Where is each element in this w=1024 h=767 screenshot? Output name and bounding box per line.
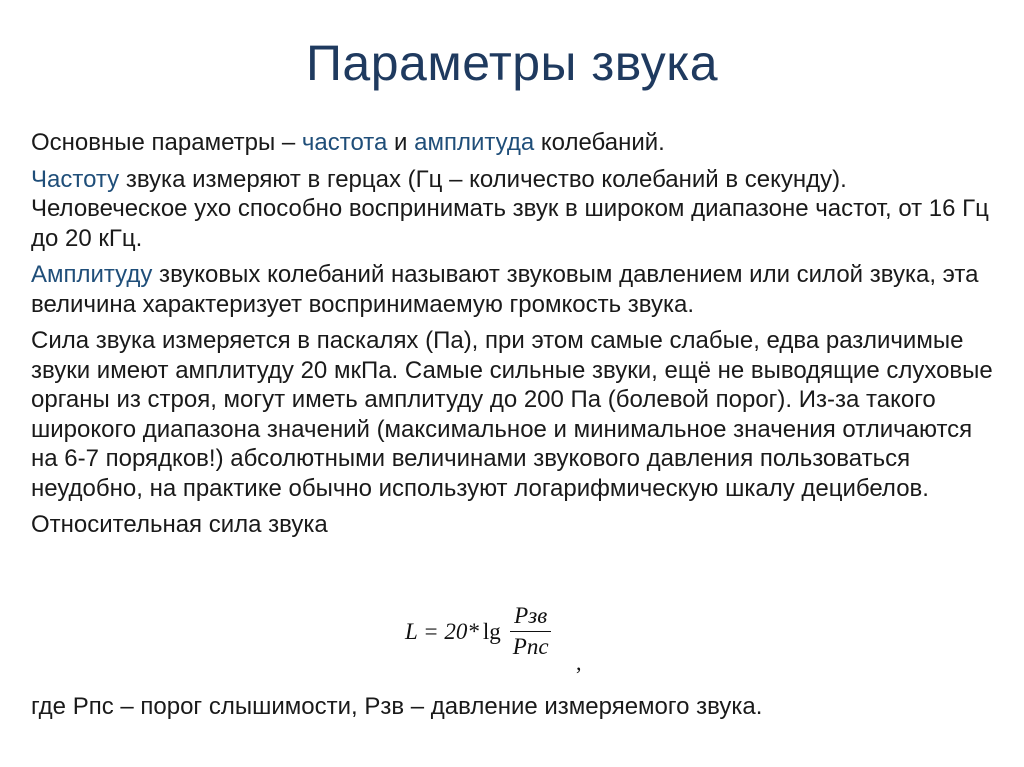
slide-title: Параметры звука <box>305 35 719 91</box>
formula-fraction <box>509 603 553 660</box>
slide-body <box>31 128 1001 547</box>
formula-denominator: Pпс <box>512 634 549 659</box>
text: Основные параметры – <box>31 129 302 156</box>
paragraph-amplitude <box>31 260 1001 319</box>
formula-lhs: L = 20* <box>405 618 479 644</box>
term-frequency: частота <box>301 129 388 156</box>
formula <box>405 603 553 660</box>
text: звука измеряют в герцах (Гц – количество колебаний в секунду). Человеческое ухо способно воспринимать звук в широком диапазоне частот, от 16 Гц до 20 кГц. <box>31 165 989 252</box>
paragraph-legend: где Рпс – порог слышимости, Рзв – давление измеряемого звука. <box>31 693 763 720</box>
paragraph-relative-level: Относительная сила звука <box>31 511 328 538</box>
formula-trailing: , <box>576 650 582 675</box>
formula-numerator: Pзв <box>510 603 551 632</box>
paragraph-sound-pressure: Сила звука измеряется в паскалях (Па), при этом самые слабые, едва различимые звуки имеют амплитуду 20 мкПа. Самые сильные звуки, ещё не выводящие слуховые органы из строя, могут иметь амплитуду до 200 Па (болевой порог). Из-за такого широкого диапазона значений (максимальное и минимальное значения отличаются на 6-7 порядков!) абсолютными величинами звукового давления пользоваться неудобно, на практике обычно используют логарифмическую шкалу децибелов. <box>31 327 993 502</box>
term-frequency-acc: Частоту <box>31 165 120 193</box>
text: звуковых колебаний называют звуковым давлением или силой звука, эта величина характеризует воспринимаемую громкость звука. <box>31 261 979 318</box>
text: и <box>387 129 415 156</box>
term-amplitude: амплитуда <box>414 129 535 156</box>
term-amplitude-acc: Амплитуду <box>31 261 153 288</box>
text: колебаний. <box>534 129 665 156</box>
paragraph-frequency <box>31 165 1001 254</box>
paragraph-main-parameters <box>31 128 1001 158</box>
formula-func: lg <box>482 618 501 644</box>
